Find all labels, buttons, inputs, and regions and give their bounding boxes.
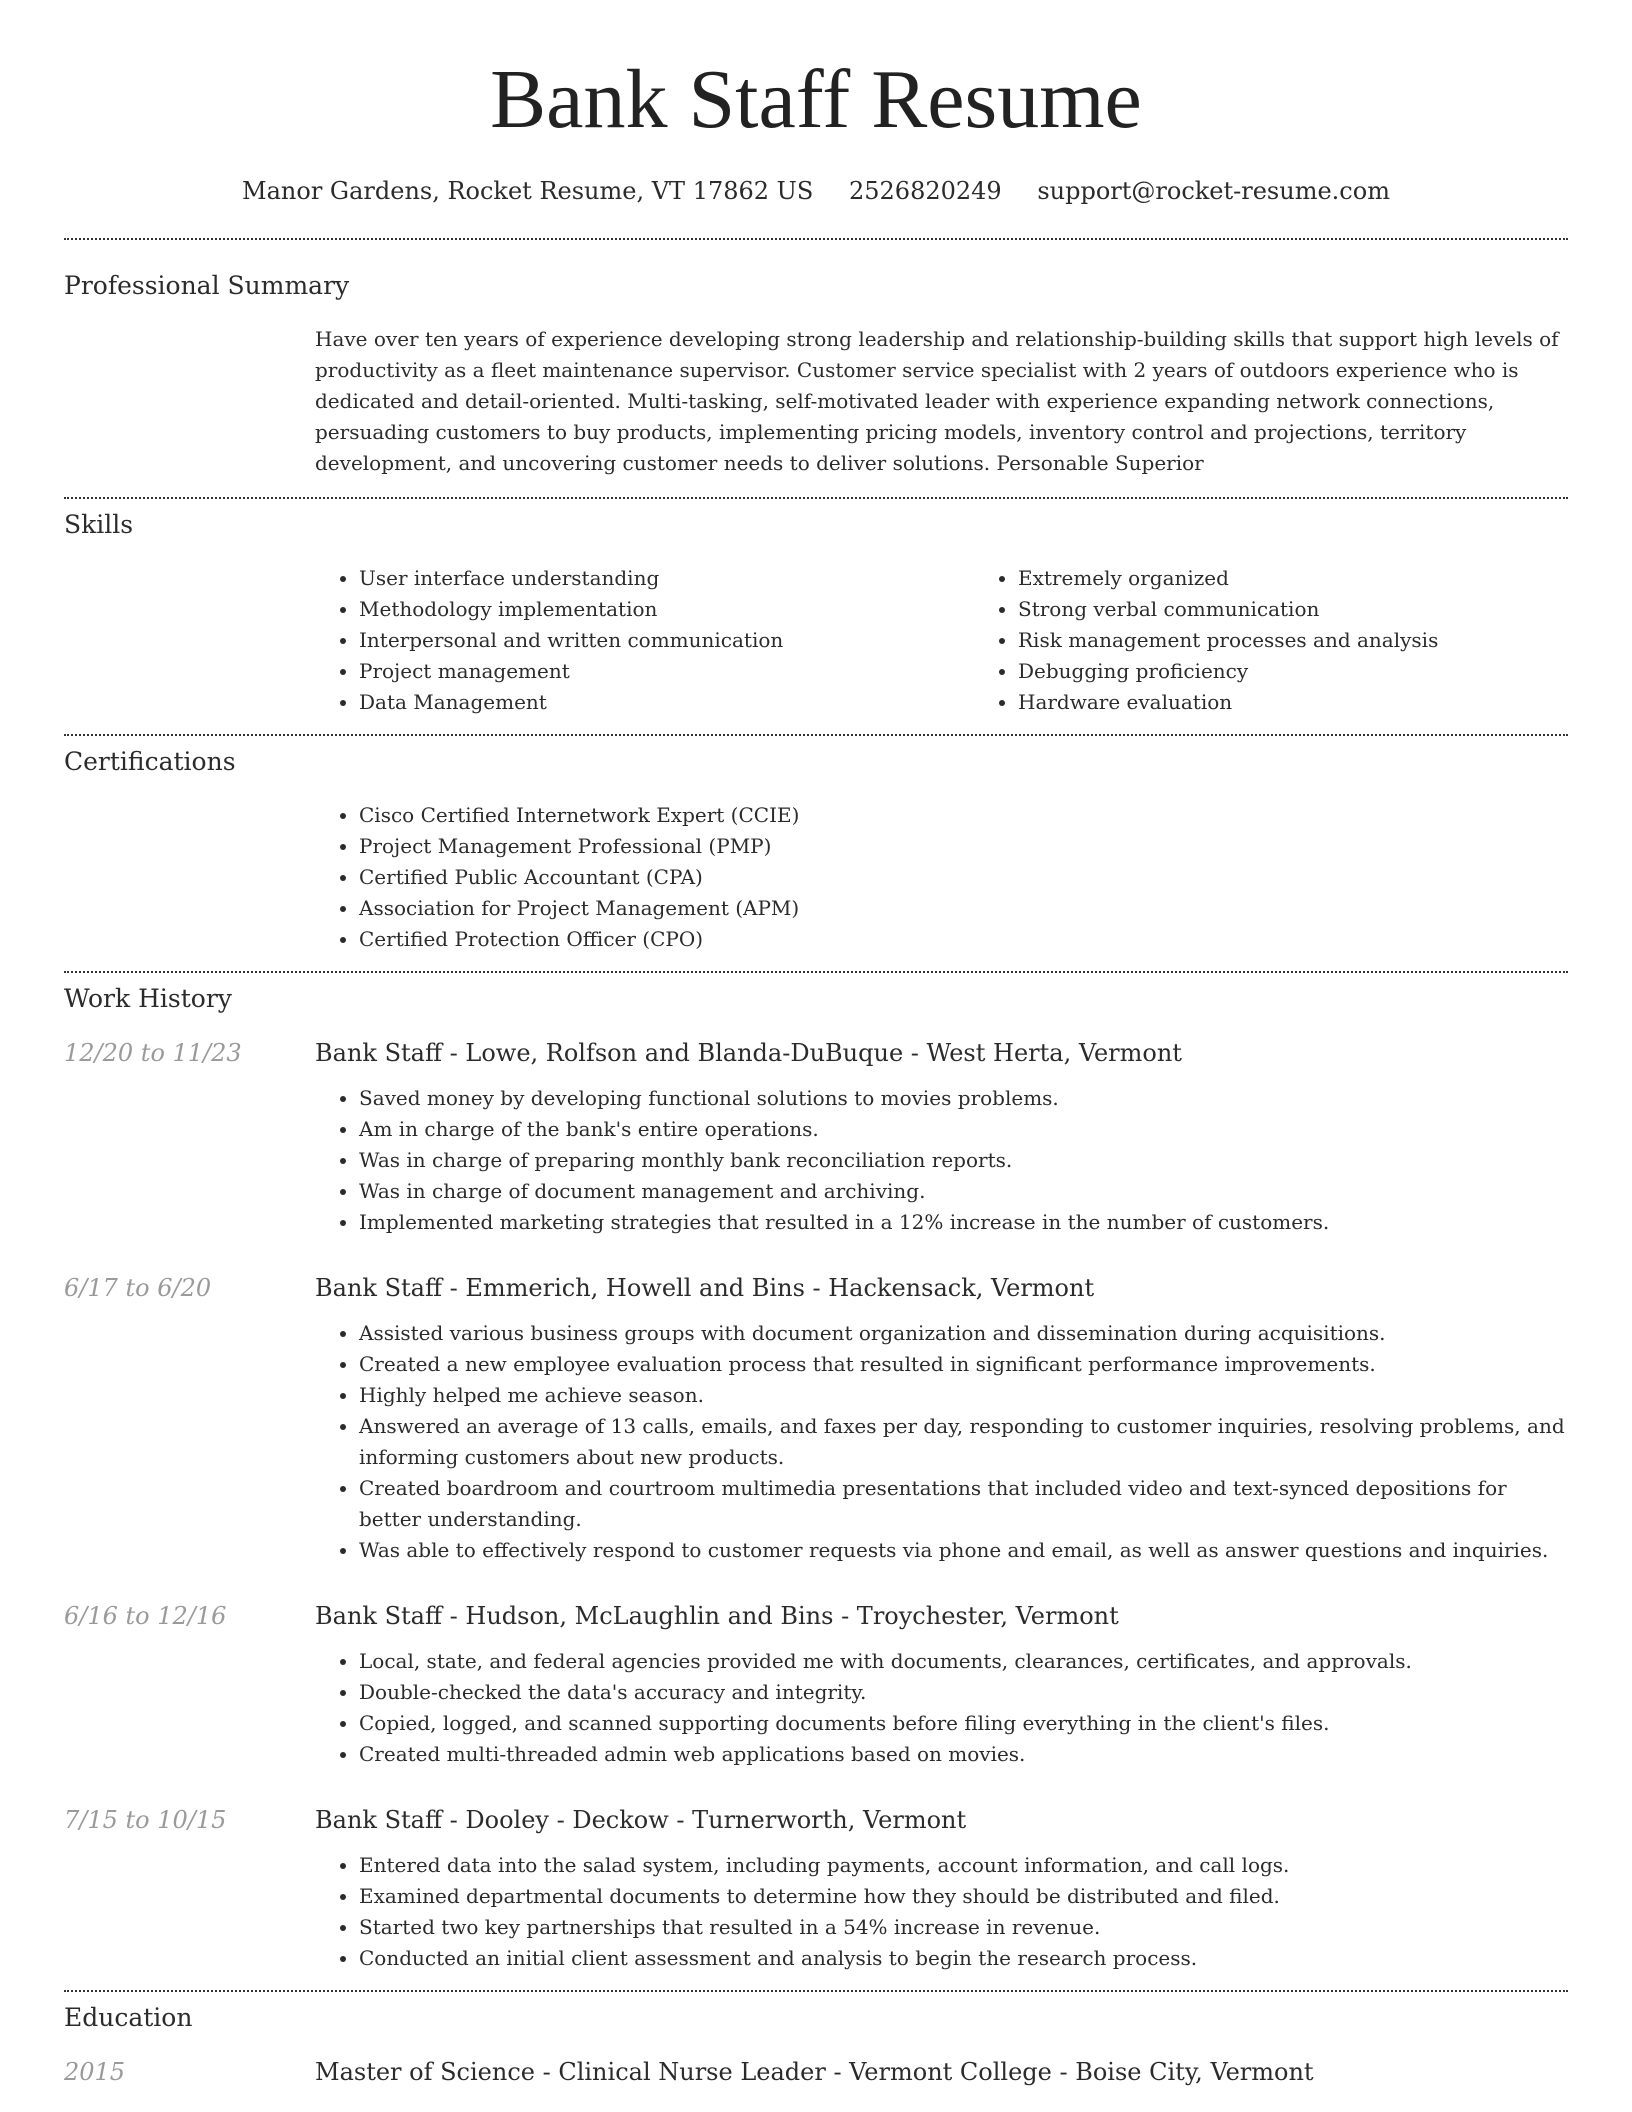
job-dates: 7/15 to 10/15 bbox=[64, 1806, 227, 1834]
skills-section bbox=[64, 499, 1568, 734]
education-heading: Education bbox=[64, 2003, 193, 2032]
work-history-heading: Work History bbox=[64, 984, 232, 1013]
skill-item: • Debugging proficiency bbox=[1018, 656, 1632, 687]
job-bullet: • Examined departmental documents to determine how they should be distributed and filed. bbox=[359, 1881, 1568, 1912]
job-entry bbox=[64, 1037, 1568, 1238]
skill-item: • Risk management processes and analysis bbox=[1018, 625, 1632, 656]
job-bullet: • Double-checked the data's accuracy and integrity. bbox=[359, 1677, 1568, 1708]
certification-item: • Association for Project Management (APM) bbox=[359, 893, 1568, 924]
job-bullet: • Conducted an initial client assessment and analysis to begin the research process. bbox=[359, 1943, 1568, 1974]
certifications-section bbox=[64, 736, 1568, 971]
contact-info bbox=[64, 176, 1568, 206]
certifications-list bbox=[315, 800, 1568, 955]
job-bullet: • Created a new employee evaluation process that resulted in significant performance improvements. bbox=[359, 1349, 1568, 1380]
skill-item: • Strong verbal communication bbox=[1018, 594, 1632, 625]
job-bullet: • Implemented marketing strategies that resulted in a 12% increase in the number of customers. bbox=[359, 1207, 1568, 1238]
job-bullets bbox=[315, 1083, 1568, 1238]
job-title: Bank Staff - Emmerich, Howell and Bins - Hackensack, Vermont bbox=[315, 1274, 1095, 1302]
contact-address: Manor Gardens, Rocket Resume, VT 17862 US bbox=[242, 177, 814, 205]
job-bullet: • Created multi-threaded admin web applications based on movies. bbox=[359, 1739, 1568, 1770]
job-entry bbox=[64, 1600, 1568, 1770]
job-bullet: • Started two key partnerships that resulted in a 54% increase in revenue. bbox=[359, 1912, 1568, 1943]
summary-heading: Professional Summary bbox=[64, 271, 350, 300]
job-bullet: • Copied, logged, and scanned supporting documents before filing everything in the client's files. bbox=[359, 1708, 1568, 1739]
job-bullet: • Local, state, and federal agencies provided me with documents, clearances, certificates, and approvals. bbox=[359, 1646, 1568, 1677]
job-bullet: • Answered an average of 13 calls, emails, and faxes per day, responding to customer inquiries, resolving problems, and informing customers about new products. bbox=[359, 1411, 1568, 1473]
job-bullet: • Entered data into the salad system, including payments, account information, and call logs. bbox=[359, 1850, 1568, 1881]
skill-item: • Methodology implementation bbox=[359, 594, 974, 625]
education-title: Master of Science - Clinical Nurse Leader - Vermont College - Boise City, Vermont bbox=[315, 2058, 1314, 2086]
summary-section bbox=[64, 240, 1568, 497]
skill-item: • Data Management bbox=[359, 687, 974, 718]
job-title: Bank Staff - Hudson, McLaughlin and Bins - Troychester, Vermont bbox=[315, 1602, 1119, 1630]
skill-item: • User interface understanding bbox=[359, 563, 974, 594]
skills-heading: Skills bbox=[64, 510, 134, 539]
skill-item: • Interpersonal and written communication bbox=[359, 625, 974, 656]
job-bullet: • Saved money by developing functional solutions to movies problems. bbox=[359, 1083, 1568, 1114]
contact-phone: 2526820249 bbox=[848, 177, 1002, 205]
job-bullet: • Highly helped me achieve season. bbox=[359, 1380, 1568, 1411]
certifications-heading: Certifications bbox=[64, 747, 236, 776]
job-dates: 6/16 to 12/16 bbox=[64, 1602, 227, 1630]
job-bullet: • Was in charge of document management and archiving. bbox=[359, 1176, 1568, 1207]
certification-item: • Certified Public Accountant (CPA) bbox=[359, 862, 1568, 893]
page-title: Bank Staff Resume bbox=[490, 53, 1142, 146]
skill-item: • Extremely organized bbox=[1018, 563, 1632, 594]
job-title: Bank Staff - Lowe, Rolfson and Blanda-DuBuque - West Herta, Vermont bbox=[315, 1039, 1182, 1067]
job-bullet: • Was able to effectively respond to customer requests via phone and email, as well as answer questions and inquiries. bbox=[359, 1535, 1568, 1566]
job-bullets bbox=[315, 1850, 1568, 1974]
job-dates: 6/17 to 6/20 bbox=[64, 1274, 212, 1302]
skills-list-left bbox=[315, 563, 974, 718]
job-entry bbox=[64, 1272, 1568, 1566]
skill-item: • Hardware evaluation bbox=[1018, 687, 1632, 718]
job-bullet: • Am in charge of the bank's entire operations. bbox=[359, 1114, 1568, 1145]
job-bullet: • Created boardroom and courtroom multimedia presentations that included video and text-synced depositions for better understanding. bbox=[359, 1473, 1568, 1535]
education-section bbox=[64, 1992, 1568, 2088]
job-bullet: • Was in charge of preparing monthly bank reconciliation reports. bbox=[359, 1145, 1568, 1176]
summary-text: Have over ten years of experience developing strong leadership and relationship-building skills that support high levels of productivity as a fleet maintenance supervisor. Customer service specialist with 2 years of outdoors experience who is dedicated and detail-oriented. Multi-tasking, self-motivated leader with experience expanding network connections, persuading customers to buy products, implementing pricing models, inventory control and projections, territory development, and uncovering customer needs to deliver solutions. Personable Superior bbox=[315, 327, 1559, 475]
job-title: Bank Staff - Dooley - Deckow - Turnerworth, Vermont bbox=[315, 1806, 967, 1834]
certification-item: • Certified Protection Officer (CPO) bbox=[359, 924, 1568, 955]
job-dates: 12/20 to 11/23 bbox=[64, 1039, 242, 1067]
skill-item: • Project management bbox=[359, 656, 974, 687]
certification-item: • Project Management Professional (PMP) bbox=[359, 831, 1568, 862]
job-entry bbox=[64, 1804, 1568, 1974]
job-bullets bbox=[315, 1318, 1568, 1566]
work-history-section bbox=[64, 973, 1568, 1974]
contact-email: support@rocket-resume.com bbox=[1037, 177, 1390, 205]
skills-list-right bbox=[974, 563, 1632, 718]
job-bullets bbox=[315, 1646, 1568, 1770]
education-dates: 2015 bbox=[64, 2058, 126, 2086]
certification-item: • Cisco Certified Internetwork Expert (CCIE) bbox=[359, 800, 1568, 831]
job-bullet: • Assisted various business groups with document organization and dissemination during acquisitions. bbox=[359, 1318, 1568, 1349]
